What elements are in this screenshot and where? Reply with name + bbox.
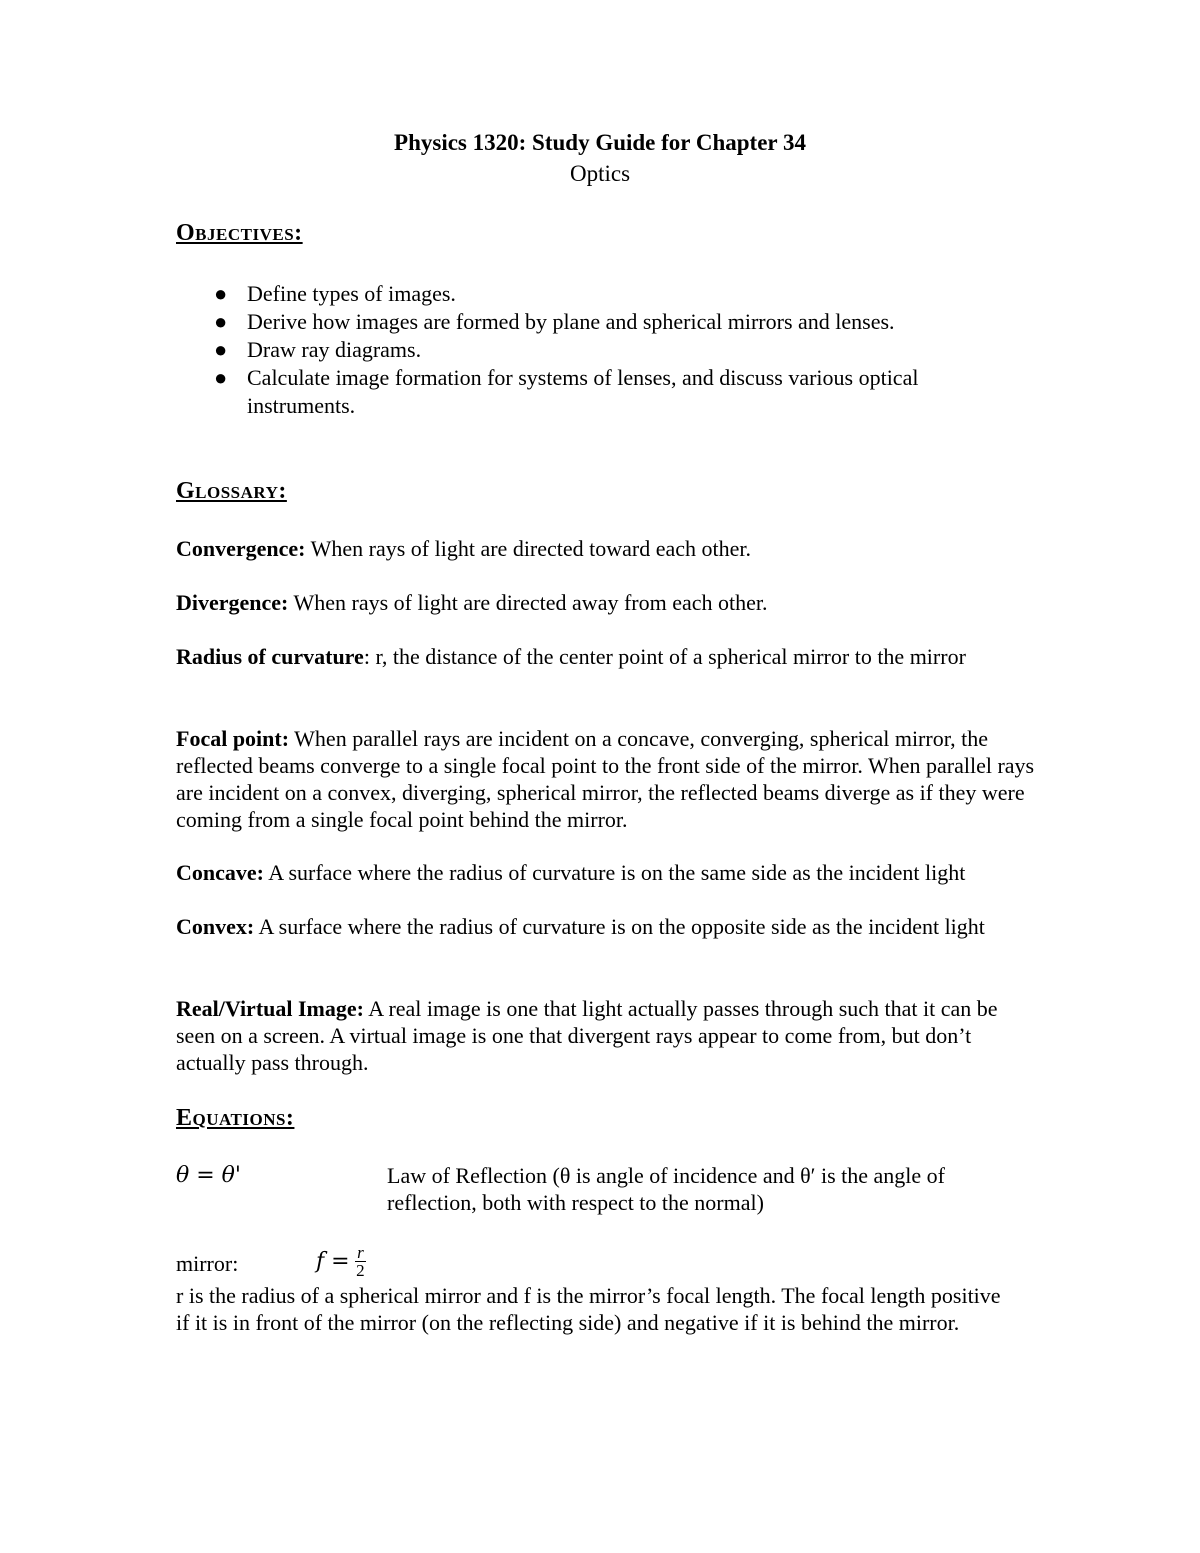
glossary-definition: A surface where the radius of curvature is on the same side as the incident light [263, 860, 966, 885]
glossary-term: Radius of curvature [176, 644, 364, 669]
glossary-definition: A surface where the radius of curvature is on the opposite side as the incident light [254, 914, 985, 939]
glossary-entry [176, 913, 1006, 940]
glossary-term: Convergence: [176, 536, 306, 561]
glossary-definition: When rays of light are directed away from each other. [288, 590, 768, 615]
glossary-entry [176, 535, 1036, 562]
reflection-formula: θ = θ' [176, 1163, 241, 1188]
glossary-entry [176, 643, 976, 670]
mirror-label: mirror: [176, 1251, 239, 1276]
bullet-icon: ● [214, 337, 228, 362]
mirror-formula-lhs: f = [316, 1249, 350, 1274]
objective-item: ● Draw ray diagrams. [214, 337, 422, 362]
objective-item: ● Define types of images. [214, 281, 456, 306]
glossary-term: Focal point: [176, 726, 290, 751]
reflection-description: Law of Reflection (θ is angle of incidence and θ′ is the angle of reflection, both with respect to the normal) [387, 1163, 945, 1215]
glossary-term: Convex: [176, 914, 255, 939]
objectives-list [176, 280, 1026, 420]
glossary-term: Divergence: [176, 590, 289, 615]
mirror-description: r is the radius of a spherical mirror and f is the mirror’s focal length. The focal length positive if it is in front of the mirror (on the reflecting side) and negative if it is behind the mirror. [176, 1283, 1001, 1335]
mirror-fraction [355, 1244, 366, 1279]
mirror-formula [316, 1244, 366, 1279]
objectives-heading: Objectives: [176, 220, 303, 246]
glossary-entry [176, 995, 1016, 1076]
glossary-definition: When parallel rays are incident on a concave, converging, spherical mirror, the reflected beams converge to a single focal point to the front side of the mirror. When parallel rays are incident on a convex, diverging, spherical mirror, the reflected beams diverge as if they were coming from a single focal point behind the mirror. [176, 726, 1035, 832]
fraction-numerator: r [357, 1243, 364, 1262]
title-block [0, 128, 1200, 190]
mirror-equation-row [176, 1240, 1036, 1280]
objective-item: ● Calculate image formation for systems of lenses, and discuss various optical instruments. [214, 365, 919, 418]
bullet-icon: ● [214, 309, 228, 334]
equations-heading: Equations: [176, 1105, 295, 1131]
fraction-denominator: 2 [356, 1261, 365, 1280]
glossary-definition: When rays of light are directed toward each other. [305, 536, 752, 561]
page-subtitle: Optics [569, 161, 631, 186]
glossary-heading: Glossary: [176, 478, 287, 504]
bullet-icon: ● [214, 365, 228, 390]
glossary-definition: A real image is one that light actually passes through such that it can be seen on a screen. A virtual image is one that divergent rays appear to come from, but don’t actually pass through. [176, 996, 998, 1075]
objective-item: ● Derive how images are formed by plane and spherical mirrors and lenses. [214, 309, 895, 334]
glossary-entry [176, 859, 1056, 886]
glossary-term: Concave: [176, 860, 264, 885]
glossary-definition: : r, the distance of the center point of a spherical mirror to the mirror [363, 644, 966, 669]
page-title: Physics 1320: Study Guide for Chapter 34 [394, 130, 806, 155]
glossary-term: Real/Virtual Image: [176, 996, 364, 1021]
glossary-entry [176, 589, 1036, 616]
glossary-entry [176, 725, 1036, 833]
bullet-icon: ● [214, 281, 228, 306]
